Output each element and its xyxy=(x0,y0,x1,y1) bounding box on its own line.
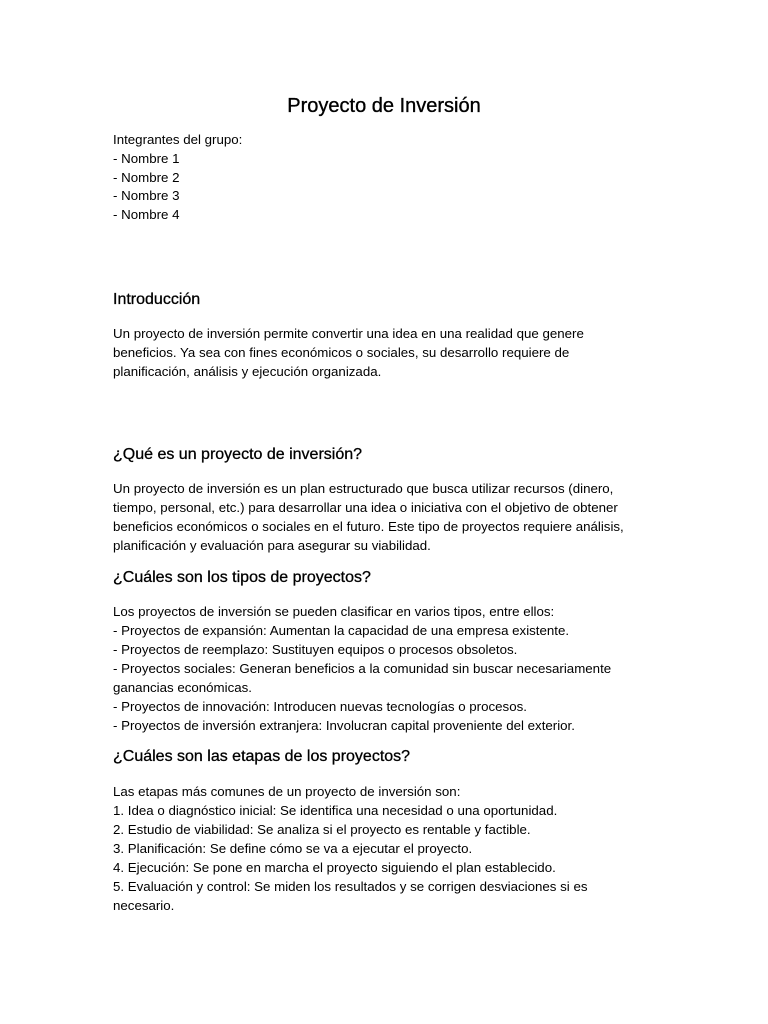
members-heading: Integrantes del grupo: xyxy=(113,132,243,147)
what-heading: ¿Qué es un proyecto de inversión? xyxy=(113,446,363,463)
paragraph-line: 2. Estudio de viabilidad: Se analiza si el proyecto es rentable y factible. xyxy=(113,822,531,837)
paragraph-line: ganancias económicas. xyxy=(113,680,252,695)
what-paragraph xyxy=(113,479,653,555)
paragraph-line: 5. Evaluación y control: Se miden los resultados y se corrigen desviaciones si es xyxy=(113,879,588,894)
intro-paragraph xyxy=(113,324,653,381)
paragraph-line: 1. Idea o diagnóstico inicial: Se identifica una necesidad o una oportunidad. xyxy=(113,803,558,818)
stages-paragraph xyxy=(113,782,653,915)
stages-heading: ¿Cuáles son las etapas de los proyectos? xyxy=(113,748,411,765)
paragraph-line: Los proyectos de inversión se pueden clasificar en varios tipos, entre ellos: xyxy=(113,604,555,619)
intro-heading: Introducción xyxy=(113,291,201,308)
paragraph-line: - Proyectos sociales: Generan beneficios a la comunidad sin buscar necesariamente xyxy=(113,661,612,676)
paragraph-line: Un proyecto de inversión permite convertir una idea en una realidad que genere xyxy=(113,326,584,341)
paragraph-line: 4. Ejecución: Se pone en marcha el proyecto siguiendo el plan establecido. xyxy=(113,860,556,875)
paragraph-line: Un proyecto de inversión es un plan estructurado que busca utilizar recursos (dinero, xyxy=(113,481,614,496)
paragraph-line: Las etapas más comunes de un proyecto de inversión son: xyxy=(113,784,461,799)
paragraph-line: planificación, análisis y ejecución organizada. xyxy=(113,364,382,379)
paragraph-line: planificación y evaluación para asegurar su viabilidad. xyxy=(113,538,431,553)
paragraph-line: - Proyectos de inversión extranjera: Involucran capital proveniente del exterior. xyxy=(113,718,575,733)
member-item: - Nombre 2 xyxy=(113,169,180,185)
member-item: - Nombre 3 xyxy=(113,188,180,204)
paragraph-line: beneficios económicos o sociales en el futuro. Este tipo de proyectos requiere análisis, xyxy=(113,519,624,534)
types-paragraph xyxy=(113,602,653,735)
member-item: - Nombre 1 xyxy=(113,150,180,166)
paragraph-line: necesario. xyxy=(113,898,175,913)
paragraph-line: - Proyectos de expansión: Aumentan la capacidad de una empresa existente. xyxy=(113,623,570,638)
paragraph-line: - Proyectos de reemplazo: Sustituyen equipos o procesos obsoletos. xyxy=(113,642,518,657)
document-title: Proyecto de Inversión xyxy=(287,95,481,117)
types-heading: ¿Cuáles son los tipos de proyectos? xyxy=(113,569,371,586)
paragraph-line: 3. Planificación: Se define cómo se va a ejecutar el proyecto. xyxy=(113,841,473,856)
paragraph-line: - Proyectos de innovación: Introducen nuevas tecnologías o procesos. xyxy=(113,699,527,714)
members-block xyxy=(113,131,242,225)
paragraph-line: beneficios. Ya sea con fines económicos o sociales, su desarrollo requiere de xyxy=(113,345,570,360)
paragraph-line: tiempo, personal, etc.) para desarrollar una idea o iniciativa con el objetivo de obtener xyxy=(113,500,618,515)
member-item: - Nombre 4 xyxy=(113,207,180,223)
